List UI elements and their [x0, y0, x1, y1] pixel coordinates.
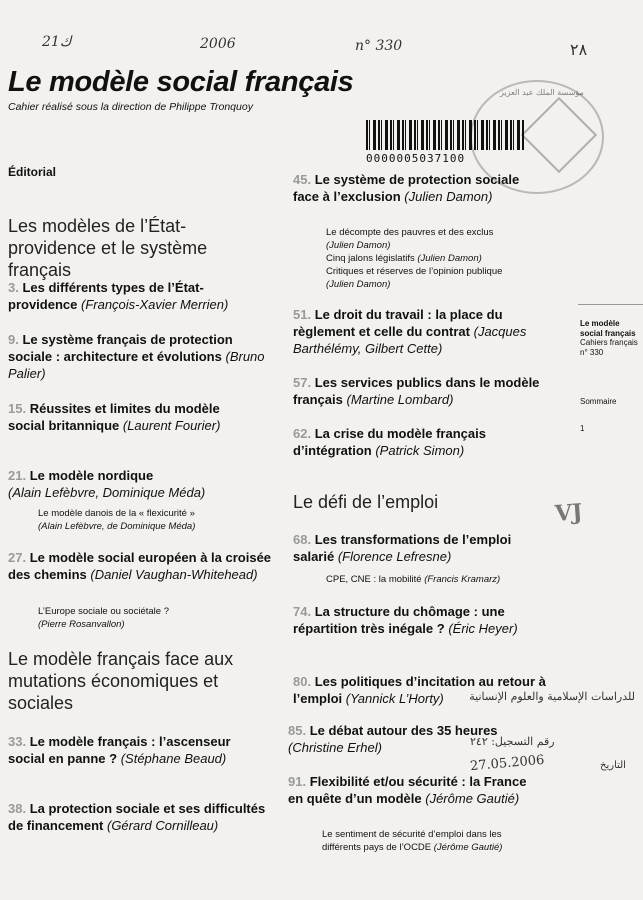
sidebar-series: Cahiers français: [580, 338, 638, 347]
sidebar-page-number: 1: [580, 424, 585, 433]
handwritten-number: n° 330: [355, 38, 403, 54]
page-subtitle: Cahier réalisé sous la direction de Philippe Tronquoy: [8, 101, 253, 113]
handwritten-code: 2ك1: [42, 34, 72, 50]
sidebar-sommaire: Sommaire: [580, 397, 617, 406]
barcode-icon: [366, 120, 524, 150]
sidebar-divider: [578, 304, 643, 305]
toc-entry-15[interactable]: 15. Réussites et limites du modèle social britannique (Laurent Fourier): [8, 401, 221, 433]
toc-entry-74[interactable]: 74. La structure du chômage : une répartition très inégale ? (Éric Heyer): [293, 604, 518, 636]
toc-entry-91[interactable]: 91. Flexibilité et/ou sécurité : la France en quête d’un modèle (Jérôme Gautié): [288, 774, 527, 806]
handwritten-page-mark: ٢٨: [570, 40, 588, 59]
toc-entry-57[interactable]: 57. Les services publics dans le modèle français (Martine Lombard): [293, 375, 540, 407]
toc-subentry-21[interactable]: Le modèle danois de la « flexicurité » (Alain Lefèbvre, de Dominique Méda): [38, 508, 196, 532]
toc-subentries-45[interactable]: Le décompte des pauvres et des exclus (Julien Damon) Cinq jalons législatifs (Julien Damon) Critiques et réserves de l’opinion publique (Julien Damon): [326, 227, 503, 290]
toc-entry-51[interactable]: 51. Le droit du travail : la place du règlement et celle du contrat (Jacques Barthélémy, Gilbert Cette): [293, 307, 527, 356]
sidebar-title: Le modèle social français: [580, 319, 636, 338]
toc-entry-38[interactable]: 38. La protection sociale et ses difficultés de financement (Gérard Cornilleau): [8, 801, 266, 833]
section-heading-3: Le défi de l’emploi: [293, 492, 439, 512]
toc-entry-33[interactable]: 33. Le modèle français : l’ascenseur social en panne ? (Stéphane Beaud): [8, 734, 231, 766]
toc-entry-3[interactable]: 3. Les différents types de l’État-providence (François-Xavier Merrien): [8, 280, 229, 312]
toc-entry-45[interactable]: 45. Le système de protection sociale face à l’exclusion (Julien Damon): [293, 172, 520, 204]
toc-entry-27[interactable]: 27. Le modèle social européen à la croisée des chemins (Daniel Vaughan-Whitehead): [8, 550, 272, 582]
section-heading-1: Les modèles de l’État-providence et le système français: [8, 216, 208, 280]
sidebar-number: n° 330: [580, 347, 604, 357]
toc-subentry-27[interactable]: L’Europe sociale ou sociétale ? (Pierre Rosanvallon): [38, 606, 169, 630]
toc-subentry-91[interactable]: Le sentiment de sécurité d’emploi dans les différents pays de l’OCDE (Jérôme Gautié): [322, 829, 503, 853]
section-heading-2: Le modèle français face aux mutations économiques et sociales: [8, 649, 234, 713]
toc-entry-9[interactable]: 9. Le système français de protection sociale : architecture et évolutions (Bruno Palier): [8, 332, 265, 381]
sidebar-info: [580, 319, 638, 357]
toc-subentry-68[interactable]: CPE, CNE : la mobilité (Francis Kramarz): [326, 574, 501, 585]
arabic-stamp-line: للدراسات الإسلامية والعلوم الإنسانية: [469, 690, 635, 703]
handwritten-date: 27.05.2006: [469, 752, 545, 775]
toc-entry-85[interactable]: 85. Le débat autour des 35 heures (Christine Erhel): [288, 723, 498, 755]
stamp-text: مؤسسة الملك عبد العزيز: [500, 88, 584, 97]
vj-stamp: VJ: [554, 499, 584, 527]
page-title: Le modèle social français: [8, 66, 354, 98]
toc-entry-21[interactable]: 21. Le modèle nordique (Alain Lefèbvre, Dominique Méda): [8, 468, 206, 500]
handwritten-year: 2006: [200, 36, 236, 52]
editorial-label: Éditorial: [8, 165, 57, 179]
toc-entry-80[interactable]: 80. Les politiques d’incitation au retour à l’emploi (Yannick L’Horty): [293, 674, 546, 706]
toc-entry-62[interactable]: 62. La crise du modèle français d’intégration (Patrick Simon): [293, 426, 486, 458]
barcode-number: 0000005037100: [366, 152, 466, 165]
registration-line: رقم التسجيل: ٢٤٢: [470, 735, 555, 748]
toc-entry-68[interactable]: 68. Les transformations de l’emploi salarié (Florence Lefresne): [293, 532, 512, 564]
date-label: التاريخ: [600, 760, 626, 771]
